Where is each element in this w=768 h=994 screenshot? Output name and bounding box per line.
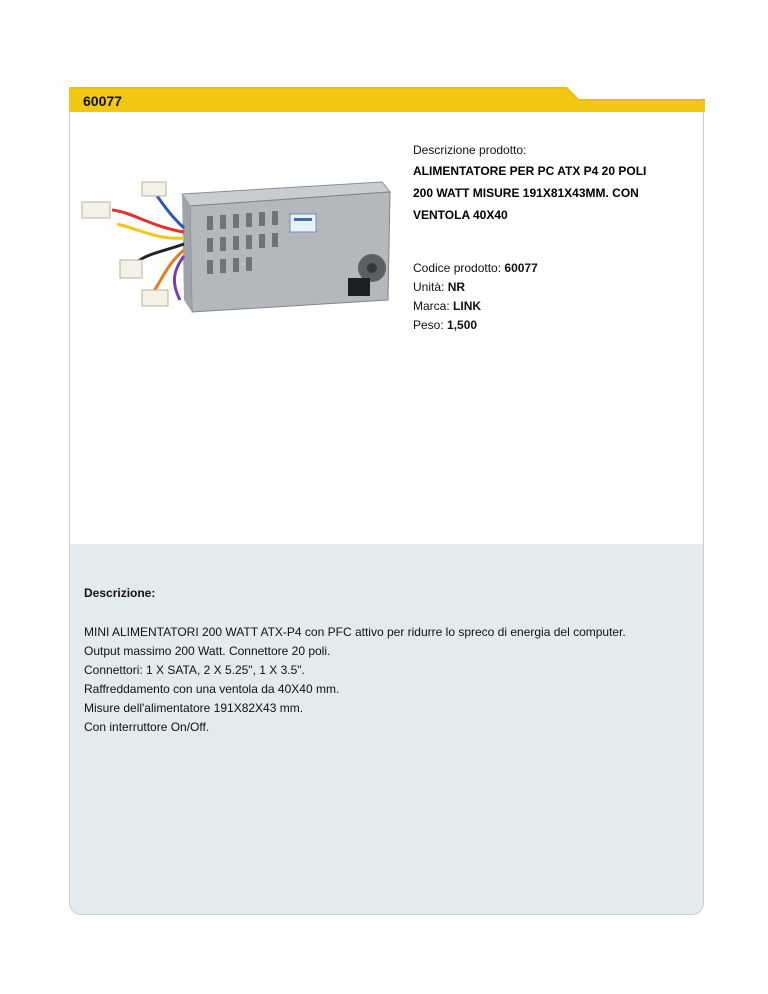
power-supply-image [72,172,402,322]
description-line: Connettori: 1 X SATA, 2 X 5.25", 1 X 3.5". [84,663,305,677]
description-line: Output massimo 200 Watt. Connettore 20 poli. [84,644,331,658]
product-title-line: 200 WATT MISURE 191X81X43MM. CON [413,186,639,200]
spec-label: Marca: [413,299,450,313]
spec-value: 1,500 [447,318,478,332]
spec-weight [413,316,703,335]
spec-label: Unità: [413,280,445,294]
description-line: Raffreddamento con una ventola da 40X40 mm. [84,682,340,696]
description-line: Misure dell'alimentatore 191X82X43 mm. [84,701,304,715]
description-text [84,623,626,737]
description-section [70,544,704,915]
spec-value: LINK [453,299,482,313]
description-line: Con interruttore On/Off. [84,720,210,734]
product-description-label: Descrizione prodotto: [413,143,527,157]
product-card [69,98,704,915]
product-title-line: VENTOLA 40X40 [413,208,508,222]
spec-value: 60077 [504,261,538,275]
header-tab-shape [69,87,705,112]
spec-label: Peso: [413,318,444,332]
header-tab [69,87,705,112]
product-summary [70,112,704,544]
product-specs [413,259,703,335]
spec-code [413,259,703,278]
product-title-line: ALIMENTATORE PER PC ATX P4 20 POLI [413,164,647,178]
spec-unit [413,278,703,297]
spec-brand [413,297,703,316]
product-title [413,160,703,226]
spec-value: NR [447,280,466,294]
product-info [413,140,703,335]
description-heading: Descrizione: [84,586,156,600]
description-line: MINI ALIMENTATORI 200 WATT ATX-P4 con PFC attivo per ridurre lo spreco di energia del computer. [84,625,626,639]
header-product-code: 60077 [83,93,122,109]
spec-label: Codice prodotto: [413,261,502,275]
